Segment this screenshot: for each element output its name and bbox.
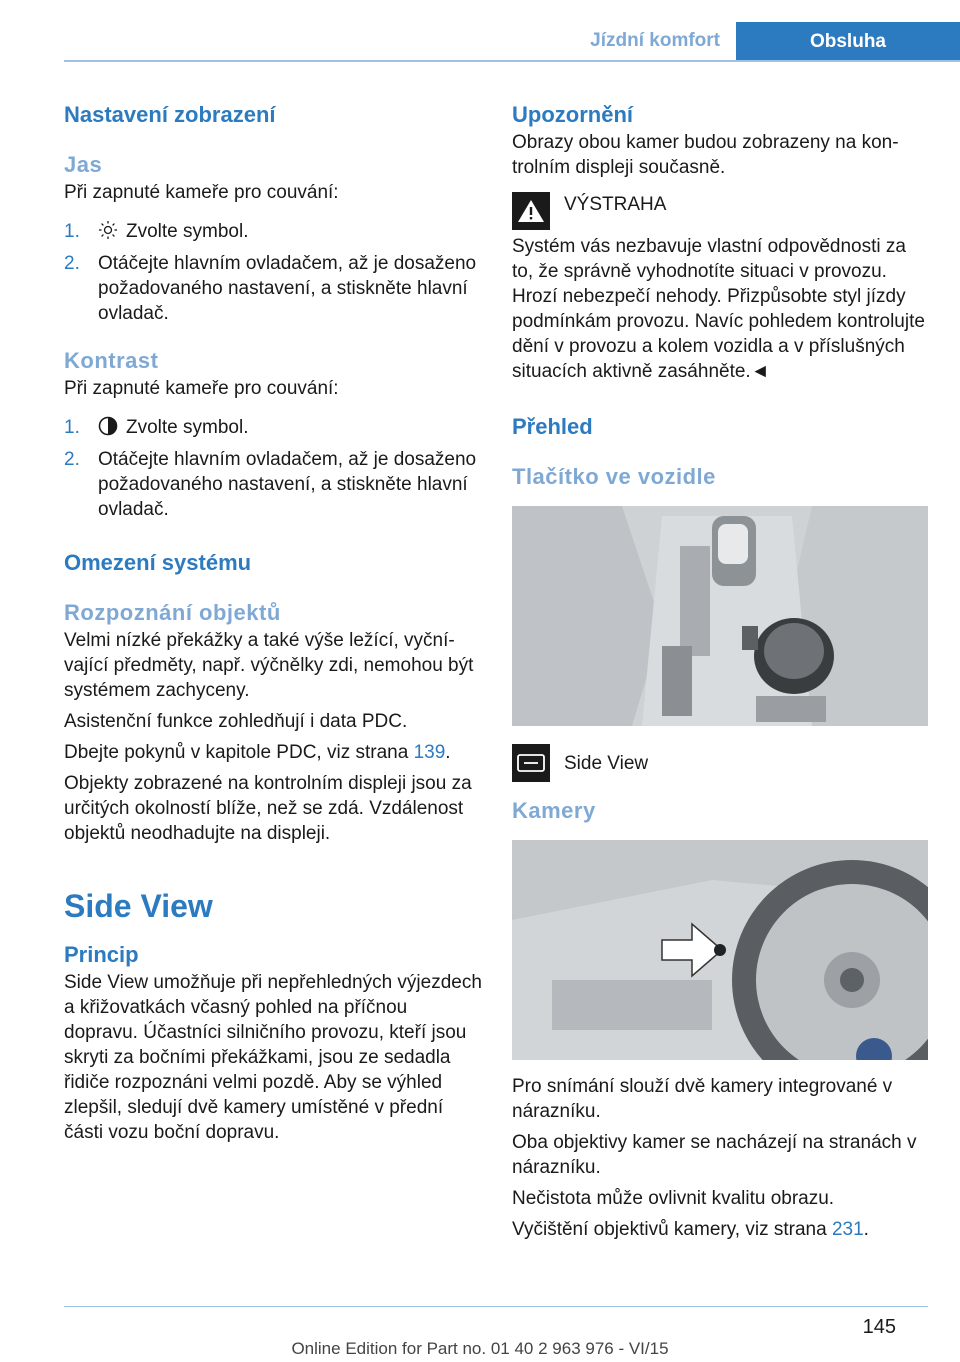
list-item [64,251,484,326]
camera-location-photo [512,840,928,1060]
note-heading: Upozornění [512,102,633,127]
display-settings-heading: Nastavení zobrazení [64,102,276,127]
contrast-steps [64,415,484,522]
text: Dbejte pokynů v kapitole PDC, viz strana [64,742,414,763]
page-number: 145 [862,1316,896,1338]
cameras-heading: Kamery [512,798,596,823]
brightness-heading: Jas [64,152,103,177]
page-link[interactable]: 231 [831,1219,864,1240]
text: . [863,1219,869,1240]
car-console-photo [512,506,928,726]
brightness-intro: Při zapnuté kameře pro couvání: [64,182,339,203]
warning-icon [512,192,550,230]
paragraph: Velmi nízké překážky a také výše ležící, vyčnívající předměty, např. výčnělky zdi, nemohou být systémem zachyceny. [64,630,474,701]
left-column [64,100,484,1151]
right-column [512,100,928,1248]
step-number: 2. [64,253,80,274]
list-item [64,219,484,247]
header-rule [64,60,960,62]
contrast-intro: Při zapnuté kameře pro couvání: [64,378,339,399]
side-view-title: Side View [64,888,213,924]
paragraph: Side View umožňuje při nepřehledných výjezdech a křižovatkách včasný pohled na příčnou dopravu. Účastníci silničního provozu, kteří jsou skryti za bočními překážkami, jsou ze sedadla řidiče rozpoznáni velmi pozdě. Aby se výhled zlepšil, sledují dvě kamery umístěné v přední části vozu boční dopravu. [64,972,482,1143]
brightness-steps [64,219,484,326]
paragraph [512,1217,928,1242]
list-item [64,447,484,522]
warning-text: Systém vás nezbavuje vlastní odpovědnosti za to, že správně vyhodnotíte situaci v provozu. Hrozí nebezpečí nehody. Přizpůsobte styl jízdy podmínkám provozu. Navíc pohledem kontrolujte dění v provozu a kolem vozidla a v příslušných situacích aktivně zasáhněte.◄ [512,236,925,382]
side-view-icon [512,744,550,782]
edition-line: Online Edition for Part no. 01 40 2 963 976 - VI/15 [291,1339,669,1358]
chapter-tab[interactable]: Obsluha [736,22,960,62]
paragraph: Objekty zobrazené na kontrolním displeji jsou za určitých okolností blíže, než se zdá. Vzdálenost objektů neodhadujte na displeji. [64,773,472,844]
paragraph: Obrazy obou kamer budou zobrazeny na kontrolním displeji současně. [512,132,899,178]
text: Vyčištění objektivů kamery, viz strana [512,1219,832,1240]
step-text: Zvolte symbol. [126,417,249,438]
contrast-heading: Kontrast [64,348,159,373]
principle-heading: Princip [64,942,139,967]
step-number: 1. [64,417,80,438]
paragraph: Nečistota může ovlivnit kvalitu obrazu. [512,1188,835,1209]
paragraph: Pro snímání slouží dvě kamery integrované v nárazníku. [512,1076,893,1122]
list-item [64,415,484,443]
page-link[interactable]: 139 [413,742,446,763]
warning-block [512,190,928,230]
step-number: 1. [64,221,80,242]
page-header [0,0,960,62]
paragraph [64,740,484,765]
step-number: 2. [64,449,80,470]
section-label: Jízdní komfort [590,30,720,51]
step-text: Otáčejte hlavním ovladačem, až je dosaženo požadovaného nastavení, a stiskněte hlavní ovladač. [98,449,477,520]
side-view-button-legend [512,744,928,782]
side-view-label: Side View [564,752,649,774]
object-detection-heading: Rozpoznání objektů [64,600,281,625]
text: . [445,742,451,763]
step-text: Otáčejte hlavním ovladačem, až je dosaženo požadovaného nastavení, a stiskněte hlavní ovladač. [98,253,477,324]
brightness-icon [98,220,118,247]
system-limits-heading: Omezení systému [64,550,252,575]
paragraph: Oba objektivy kamer se nacházejí na stranách v nárazníku. [512,1132,917,1178]
button-heading: Tlačítko ve vozidle [512,464,716,489]
step-text: Zvolte symbol. [126,221,249,242]
paragraph: Asistenční funkce zohledňují i data PDC. [64,711,408,732]
contrast-icon [98,416,118,443]
warning-title: VÝSTRAHA [564,194,667,215]
footer-rule [64,1306,928,1307]
overview-heading: Přehled [512,414,593,439]
